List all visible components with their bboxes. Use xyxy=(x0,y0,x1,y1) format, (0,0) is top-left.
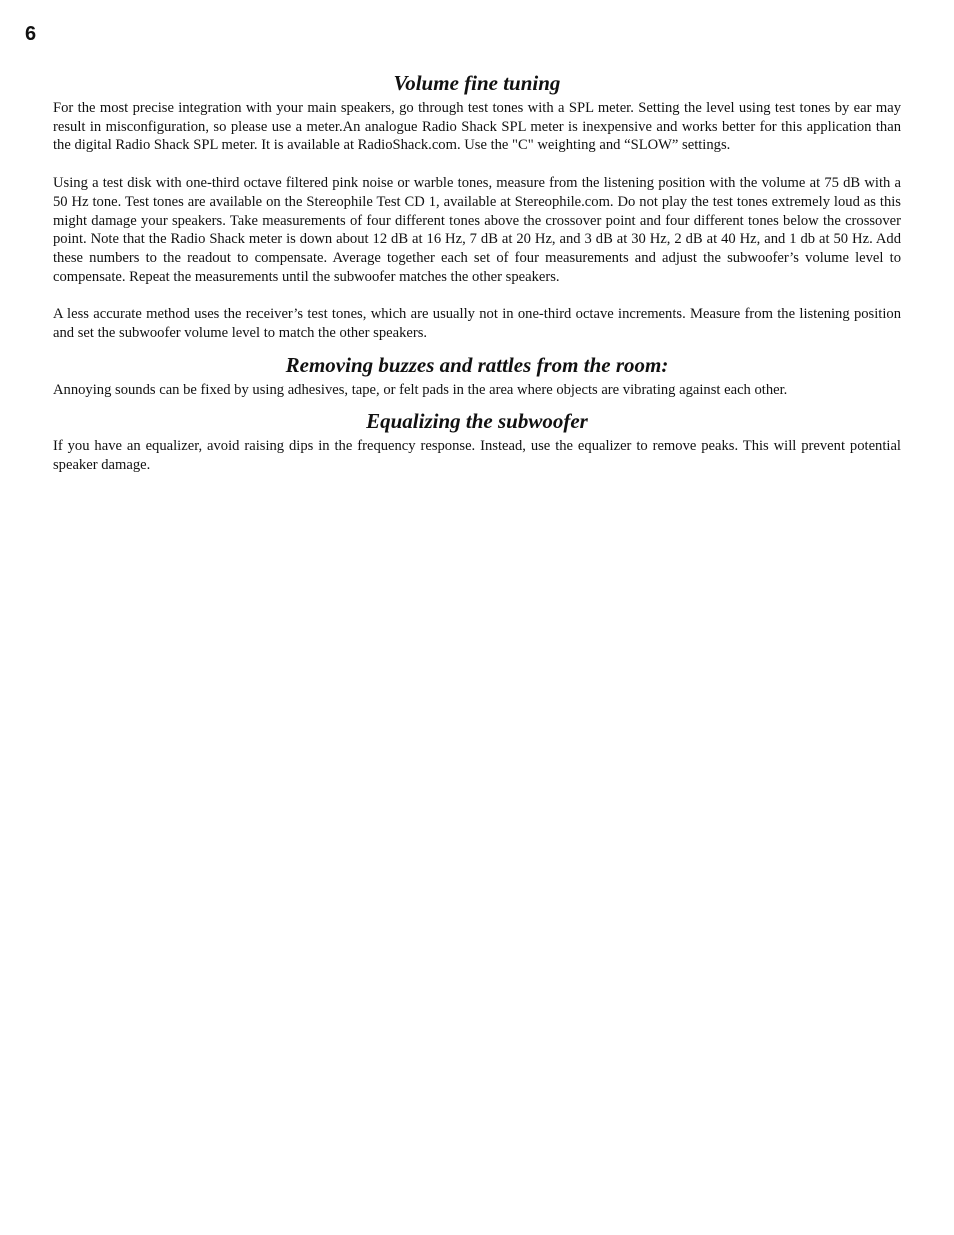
section-heading: Volume fine tuning xyxy=(393,71,561,95)
paragraph-test-disk: Using a test disk with one-third octave filtered pink noise or warble tones, measure from the listening position with the volume at 75 dB with a 50 Hz tone. Test tones are available on the Stereophile Test CD 1, available at Stereophile.com. Do not play the test tones extremely loud as this might damage your speakers. Take measurements of four different tones above the crossover point and four different tones below the crossover point. Note that the Radio Shack meter is down about 12 dB at 16 Hz, 7 dB at 20 Hz, and 3 dB at 30 Hz, 2 dB at 40 Hz, and 1 db at 50 Hz. Add these numbers to the readout to compensate. Average together each set of four measurements and adjust the subwoofer’s volume level to compensate. Repeat the measurements until the subwoofer matches the other speakers. xyxy=(53,175,901,285)
section-removing-buzzes xyxy=(53,352,901,400)
section-heading: Removing buzzes and rattles from the room: xyxy=(285,352,669,377)
section-heading: Equalizing the subwoofer xyxy=(366,409,588,434)
document-body xyxy=(53,70,901,475)
page-number: 6 xyxy=(25,23,37,45)
paragraph-spl-meter: For the most precise integration with your main speakers, go through test tones with a SPL meter. Setting the level using test tones by ear may result in misconfiguration, so please use a meter.An analogue Radio Shack SPL meter is inexpensive and works better for this application than the digital Radio Shack SPL meter. It is available at RadioShack.com. Use the "C" weighting and “SLOW” settings. xyxy=(53,100,901,154)
section-equalizing-subwoofer xyxy=(53,408,901,474)
paragraph-annoying-sounds: Annoying sounds can be fixed by using adhesives, tape, or felt pads in the area where objects are vibrating against each other. xyxy=(53,381,788,398)
paragraph-receiver-test-tones: A less accurate method uses the receiver’s test tones, which are usually not in one-third octave increments. Measure from the listening position and set the subwoofer volume level to match the other speakers. xyxy=(53,306,901,342)
section-volume-fine-tuning xyxy=(53,70,901,343)
paragraph-equalizer: If you have an equalizer, avoid raising dips in the frequency response. Instead, use the equalizer to remove peaks. This will prevent potential speaker damage. xyxy=(53,438,901,474)
